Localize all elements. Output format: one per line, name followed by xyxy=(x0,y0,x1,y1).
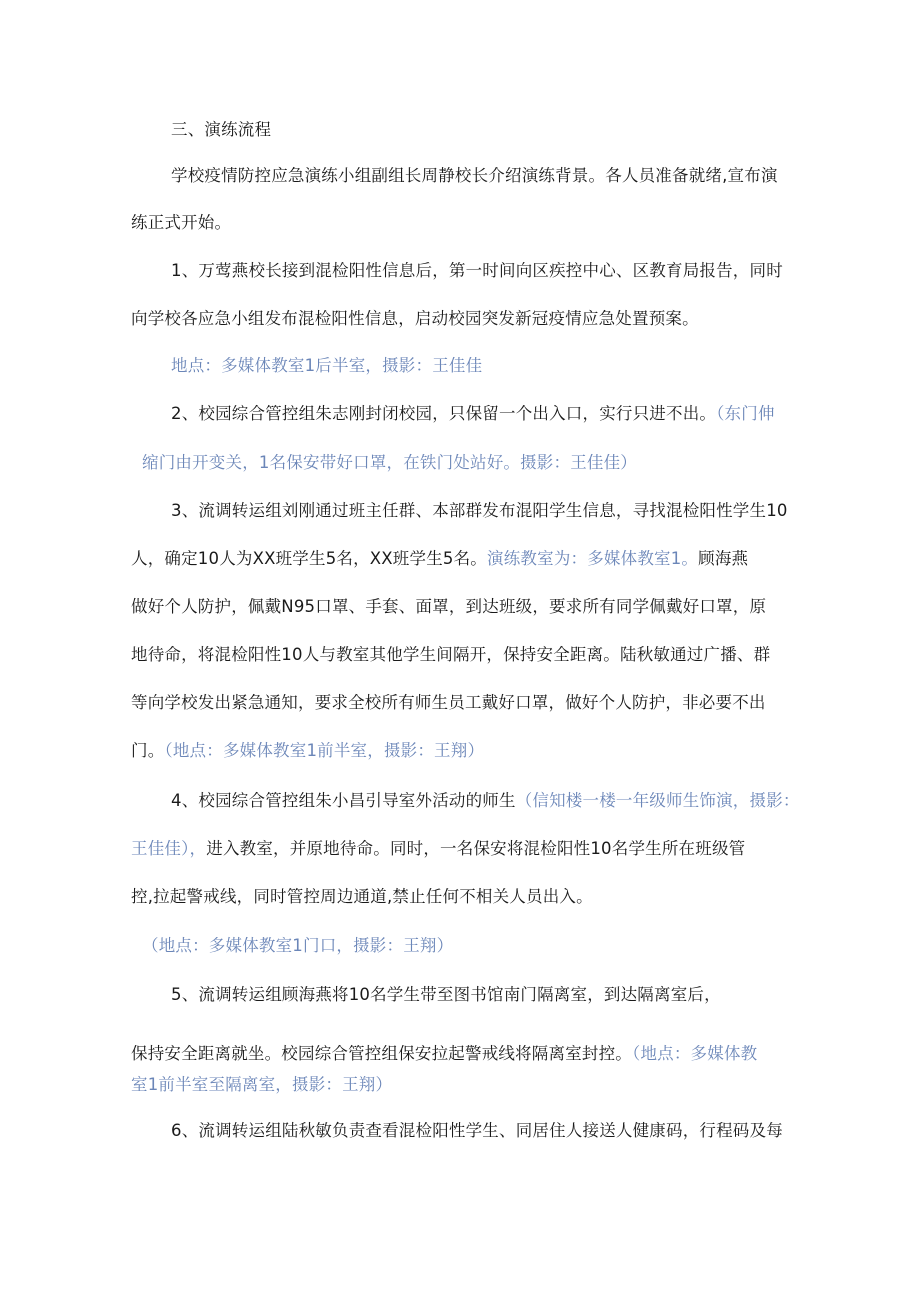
step3-line xyxy=(131,547,748,571)
step4-note: （信知楼一楼一年级师生饰演，摄影： xyxy=(515,791,800,810)
step4-text: 4、校园综合管控组朱小昌引导室外活动的师生 xyxy=(171,791,516,810)
step5-text: 保持安全距离就坐。校园综合管控组保安拉起警戒线将隔离室封控。 xyxy=(131,1044,632,1063)
step4-text: 进入教室，并原地待命。同时，一名保安将混检阳性10名学生所在班级管 xyxy=(206,839,746,858)
step1-line: 1、万莺燕校长接到混检阳性信息后，第一时间向区疾控中心、区教育局报告，同时 xyxy=(171,261,783,280)
step1-location-note: 地点：多媒体教室1后半室，摄影：王佳佳 xyxy=(171,356,483,375)
step4-location-note: （地点：多媒体教室1门口，摄影：王翔） xyxy=(142,936,454,955)
step5-location-note-continued: 室1前半室至隔离室，摄影：王翔） xyxy=(131,1075,393,1094)
step2-note-continued: 缩门由开变关，1名保安带好口罩，在铁门处站好。摄影：王佳佳） xyxy=(142,453,637,472)
step4-line xyxy=(131,837,745,861)
step3-text: 顾海燕 xyxy=(698,549,749,568)
step2-text: 2、校园综合管控组朱志刚封闭校园，只保留一个出入口，实行只进不出。 xyxy=(171,404,717,423)
step2-note: （东门伸 xyxy=(716,404,775,423)
intro-line: 学校疫情防控应急演练小组副组长周静校长介绍演练背景。各人员准备就绪,宣布演 xyxy=(171,166,778,185)
step5-location-note: （地点：多媒体教 xyxy=(632,1044,758,1063)
step3-line: 地待命，将混检阳性10人与教室其他学生间隔开，保持安全距离。陆秋敏通过广播、群 xyxy=(131,645,771,664)
step4-note-continued: 王佳佳）， xyxy=(131,839,207,858)
step3-line: 3、流调转运组刘刚通过班主任群、本部群发布混阳学生信息，寻找混检阳性学生10 xyxy=(171,501,788,520)
step6-line: 6、流调转运组陆秋敏负责查看混检阳性学生、同居住人接送人健康码，行程码及每 xyxy=(171,1121,783,1140)
section-heading: 三、演练流程 xyxy=(171,120,272,139)
step3-line xyxy=(131,739,484,763)
step3-line: 做好个人防护，佩戴N95口罩、手套、面罩，到达班级，要求所有同学佩戴好口罩，原 xyxy=(131,597,767,616)
step3-text: 门。 xyxy=(131,741,165,760)
step5-line xyxy=(131,1042,757,1066)
step5-line: 5、流调转运组顾海燕将10名学生带至图书馆南门隔离室，到达隔离室后， xyxy=(171,985,721,1004)
step3-location-note: （地点：多媒体教室1前半室，摄影：王翔） xyxy=(164,741,485,760)
step1-line: 向学校各应急小组发布混检阳性信息，启动校园突发新冠疫情应急处置预案。 xyxy=(131,309,699,328)
step4-line: 控,拉起警戒线，同时管控周边通道,禁止任何不相关人员出入。 xyxy=(131,887,593,906)
step3-classroom-note: 演练教室为：多媒体教室1。 xyxy=(487,549,699,568)
step3-line: 等向学校发出紧急通知，要求全校所有师生员工戴好口罩，做好个人防护，非必要不出 xyxy=(131,693,766,712)
intro-line: 练正式开始。 xyxy=(131,213,232,232)
step3-text: 人，确定10人为XX班学生5名，XX班学生5名。 xyxy=(131,549,488,568)
step4-line xyxy=(171,789,800,813)
step2-line xyxy=(171,402,775,426)
